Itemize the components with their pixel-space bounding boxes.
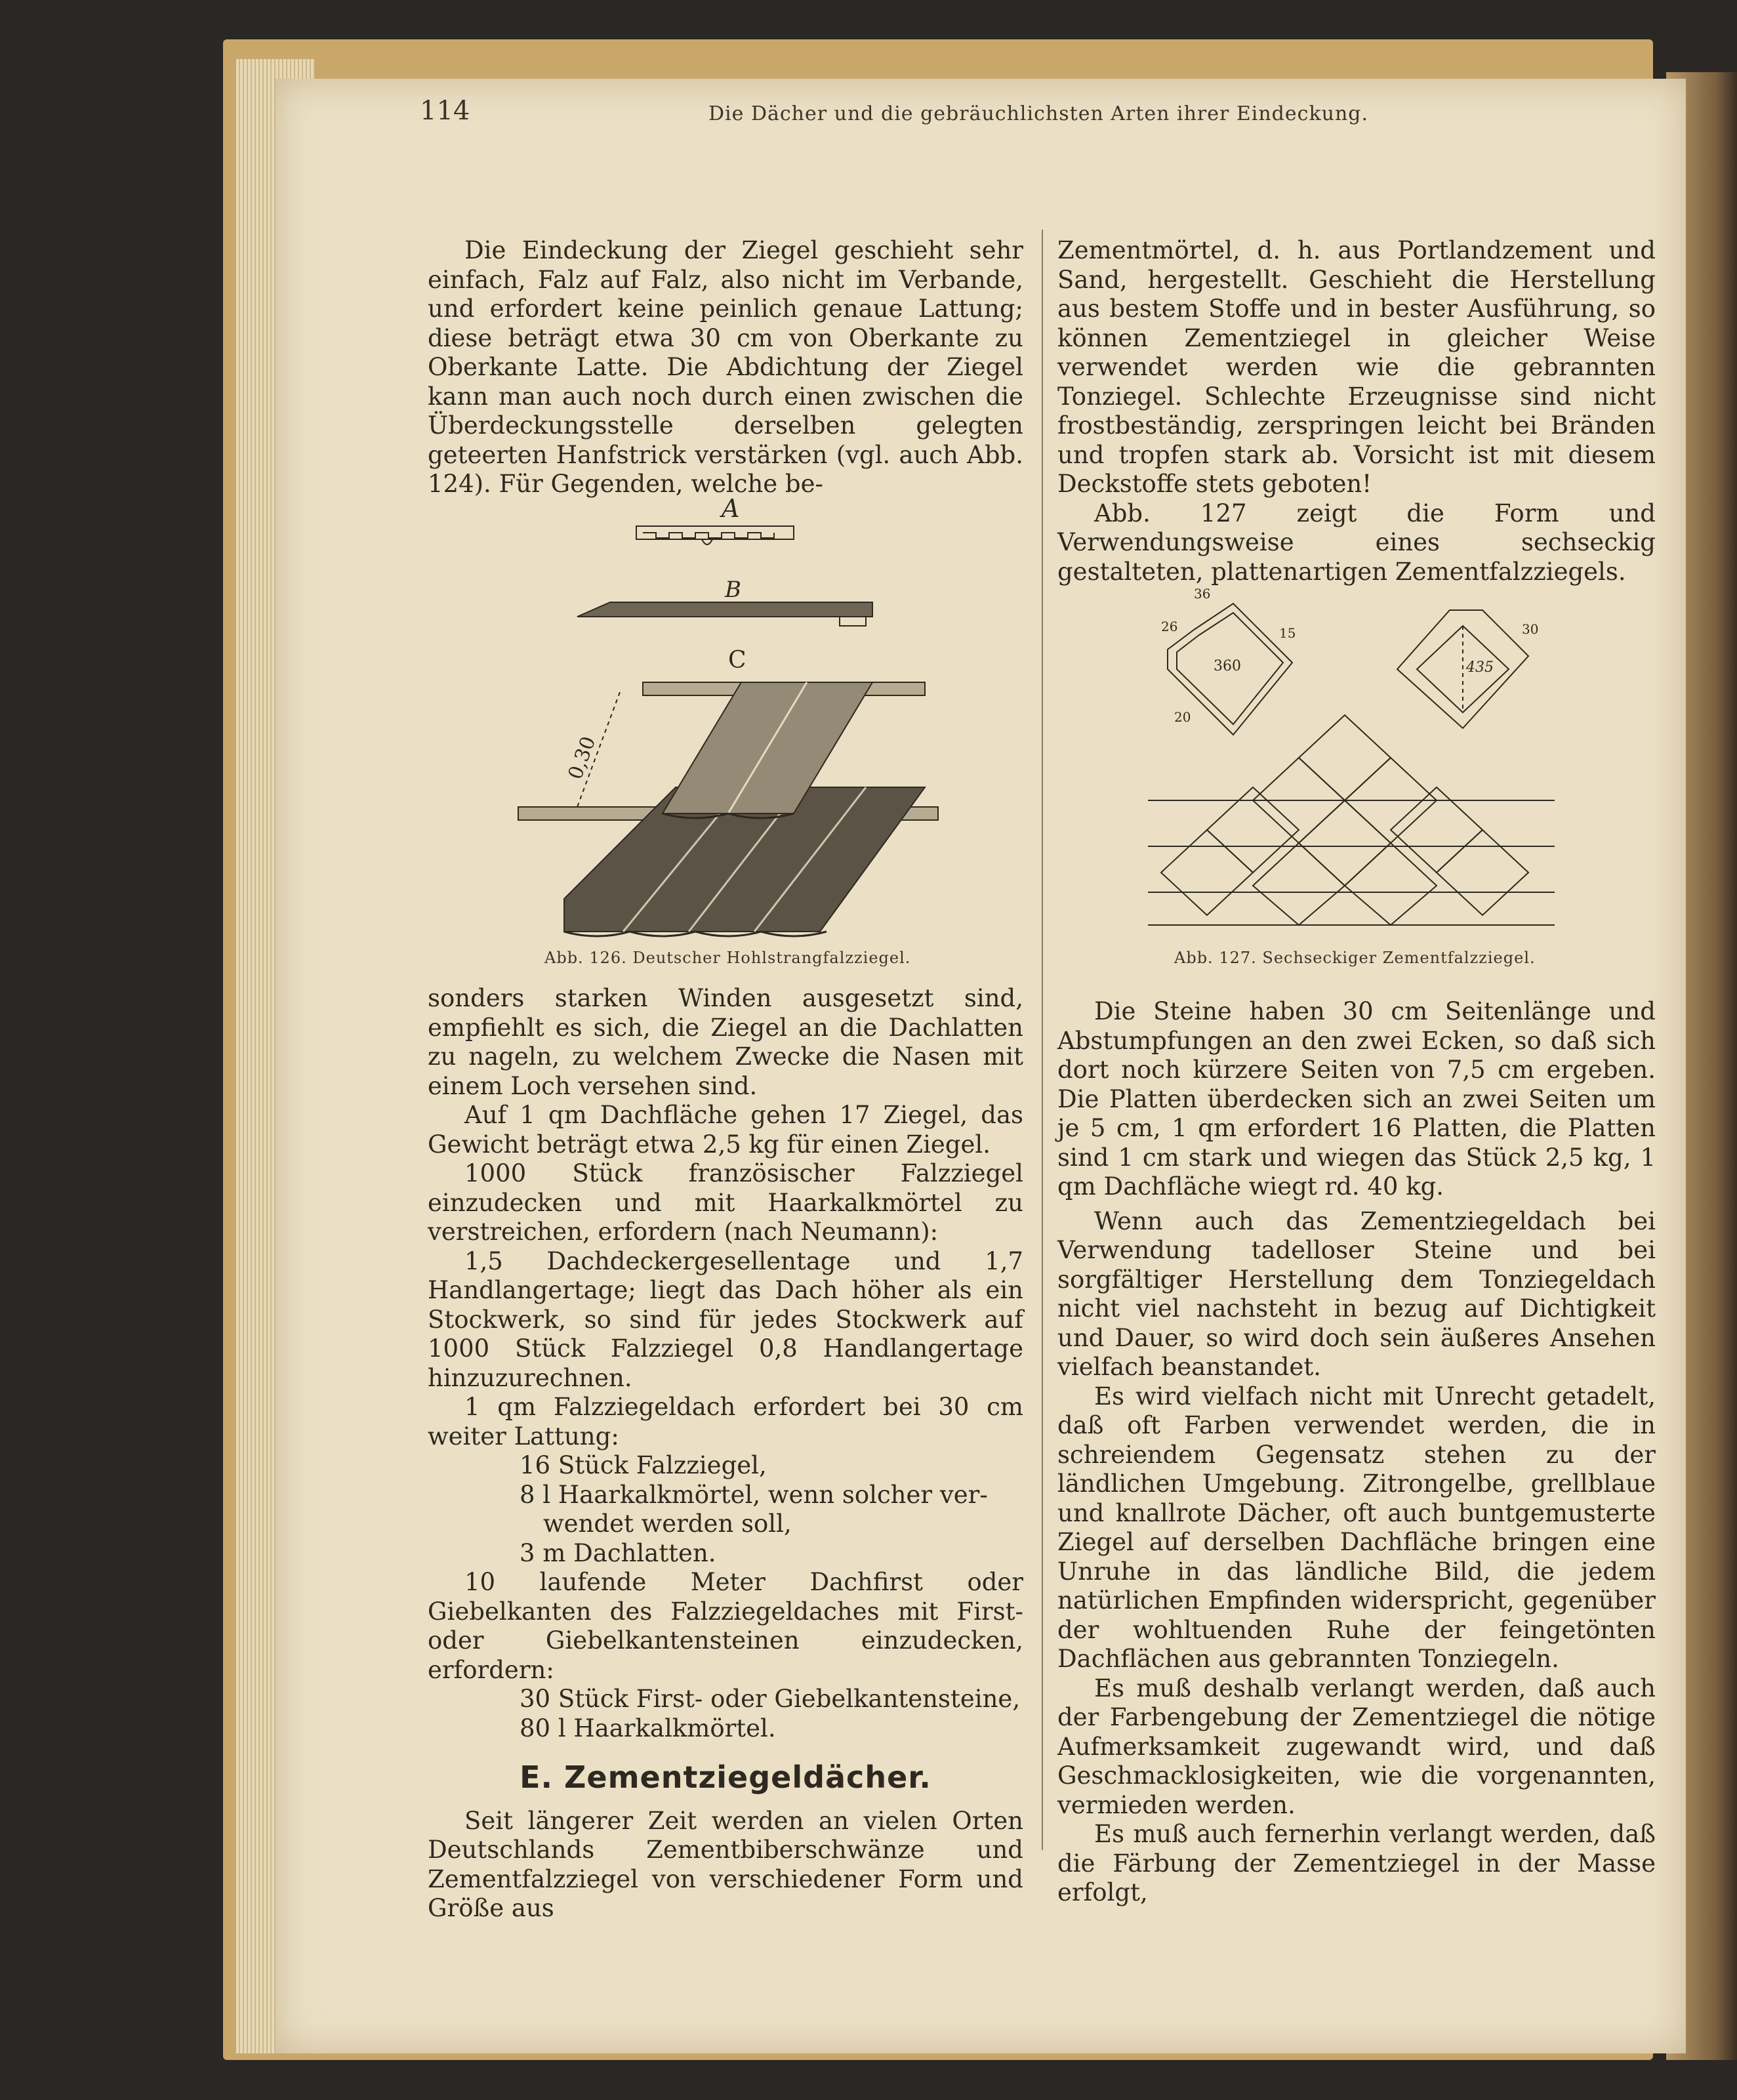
profile-b-drawing: [577, 602, 872, 626]
profile-a-drawing: [636, 526, 794, 545]
paragraph: Es wird vielfach nicht mit Unrecht getadelt, daß oft Farben verwendet werden, die in schreiendem Gegensatz stehen zu der ländlichen Umgebung. Zitrongelbe, grellblaue und knallrote Dächer, oft auch buntgemusterte Ziegel auf derselben Dachfläche bringen eine Unruhe in das ländliche Bild, die jedem natürlichen Empfinden widerspricht, gegenüber der wohltuenden Ruhe der feingetönten Dachflächen aus gebrannten Tonziegeln.: [1057, 1382, 1656, 1673]
column-divider: [1042, 230, 1043, 1850]
figure-127: [1135, 584, 1568, 938]
fig126-label-c: C: [728, 647, 746, 674]
list-item-continuation: wendet werden soll,: [543, 1510, 792, 1538]
paragraph: 1 qm Falzziegeldach erfordert bei 30 cm weiter Lattung:: [428, 1393, 1023, 1451]
paragraph: Abb. 127 zeigt die Form und Verwendungsweise eines sechseckig gestalteten, plattenartigen Zementfalzziegels.: [1057, 499, 1656, 586]
fig127-dim-30: 30: [1522, 621, 1539, 637]
paragraph: Es muß auch fernerhin verlangt werden, daß die Färbung der Zementziegel in der Masse erfolgt,: [1057, 1820, 1656, 1906]
fig127-dim-360: 360: [1214, 658, 1241, 674]
fig126-label-a: A: [722, 494, 740, 523]
hexagon-tile-right-drawing: [1397, 610, 1528, 728]
paragraph: Die Steine haben 30 cm Seitenlänge und Abstumpfungen an den zwei Ecken, so daß sich dort noch kürzere Seiten von 7,5 cm ergeben. Die Platten überdecken sich an zwei Seiten um je 5 cm, 1 qm erfordert 16 Platten, die Platten sind 1 cm stark und wiegen das Stück 2,5 kg, 1 qm Dachfläche wiegt rd. 40 kg.: [1057, 997, 1656, 1201]
fig127-caption: Abb. 127. Sechseckiger Zementfalzziegel.: [1174, 949, 1536, 967]
page-number: 114: [420, 96, 470, 126]
paragraph: Es muß deshalb verlangt werden, daß auch der Farbengebung der Zementziegel die nötige Aufmerksamkeit zugewandt wird, und daß Geschmacklosigkeiten, wie die vorgenannten, vermieden werden.: [1057, 1674, 1656, 1819]
right-column-top: [1057, 236, 1656, 587]
list-item: 80 l Haarkalkmörtel.: [520, 1714, 776, 1742]
paragraph: sonders starken Winden ausgesetzt sind, empfiehlt es sich, die Ziegel an die Dachlatten zu nageln, zu welchem Zwecke die Nasen mit einem Loch versehen sind.: [428, 984, 1023, 1100]
fig127-dim-15: 15: [1279, 625, 1296, 641]
right-column-bottom: [1057, 997, 1656, 1908]
running-title: Die Dächer und die gebräuchlichsten Arten ihrer Eindeckung.: [708, 102, 1369, 125]
figure-126: [505, 485, 951, 945]
paragraph: Seit längerer Zeit werden an vielen Orten Deutschlands Zementbiberschwänze und Zementfalzziegel von verschiedener Form und Größe aus: [428, 1806, 1023, 1922]
list-item: 30 Stück First- oder Giebelkantensteine,: [520, 1685, 1021, 1713]
fig127-dim-36: 36: [1194, 586, 1211, 602]
paragraph: Die Eindeckung der Ziegel geschieht sehr einfach, Falz auf Falz, also nicht im Verbande, und erfordert keine peinlich genaue Lattung; diese beträgt etwa 30 cm von Oberkante zu Oberkante Latte. Die Abdichtung der Ziegel kann man auch noch durch einen zwischen die Überdeckungsstelle derselben gelegten geteerten Hanfstrick verstärken (vgl. auch Abb. 124). Für Gegenden, welche be-: [428, 236, 1023, 498]
page-header: [420, 96, 1391, 135]
paragraph: Auf 1 qm Dachfläche gehen 17 Ziegel, das Gewicht beträgt etwa 2,5 kg für einen Ziegel.: [428, 1101, 1023, 1159]
tile-roof-drawing: [518, 682, 938, 936]
list-item: 3 m Dachlatten.: [520, 1538, 716, 1567]
paragraph: 1000 Stück französischer Falzziegel einzudecken und mit Haarkalkmörtel zu verstreichen, erfordern (nach Neumann):: [428, 1159, 1023, 1246]
left-column-bottom: [428, 984, 1023, 1924]
left-column-top: [428, 236, 1023, 499]
list-item: 8 l Haarkalkmörtel, wenn solcher ver-: [520, 1480, 988, 1509]
paragraph: 10 laufende Meter Dachfirst oder Giebelkanten des Falzziegeldaches mit First- oder Giebelkantensteinen einzudecken, erfordern:: [428, 1568, 1023, 1684]
fig127-dim-435: 435: [1466, 659, 1494, 676]
fig126-caption: Abb. 126. Deutscher Hohlstrangfalzziegel.: [544, 949, 911, 967]
fig127-dim-20: 20: [1174, 709, 1191, 725]
fig126-label-b: B: [725, 577, 741, 603]
paragraph: Wenn auch das Zementziegeldach bei Verwendung tadelloser Steine und bei sorgfältiger Herstellung dem Tonziegeldach nicht viel nachsteht in bezug auf Dichtigkeit und Dauer, so wird doch sein äußeres Ansehen vielfach beanstandet.: [1057, 1206, 1656, 1381]
section-heading: E. Zementziegeldächer.: [520, 1760, 931, 1795]
list-item: 16 Stück Falzziegel,: [520, 1451, 767, 1479]
tile-pattern-drawing: [1148, 715, 1555, 925]
paragraph: Zementmörtel, d. h. aus Portlandzement und Sand, hergestellt. Geschieht die Herstellung aus bestem Stoffe und in bester Ausführung, so können Zementziegel in gleicher Weise verwendet werden wie die gebrannten Tonziegel. Schlechte Erzeugnisse sind nicht frostbeständig, zerspringen leicht bei Bränden und tropfen stark ab. Vorsicht ist mit diesem Deckstoffe stets geboten!: [1057, 236, 1656, 498]
paragraph: 1,5 Dachdeckergesellentage und 1,7 Handlangertage; liegt das Dach höher als ein Stockwerk, so sind für jedes Stockwerk auf 1000 Stück Falzziegel 0,8 Handlangertage hinzuzurechnen.: [428, 1246, 1023, 1392]
fig126-dimension: 0,30: [563, 733, 601, 783]
fig127-dim-26: 26: [1161, 619, 1178, 634]
